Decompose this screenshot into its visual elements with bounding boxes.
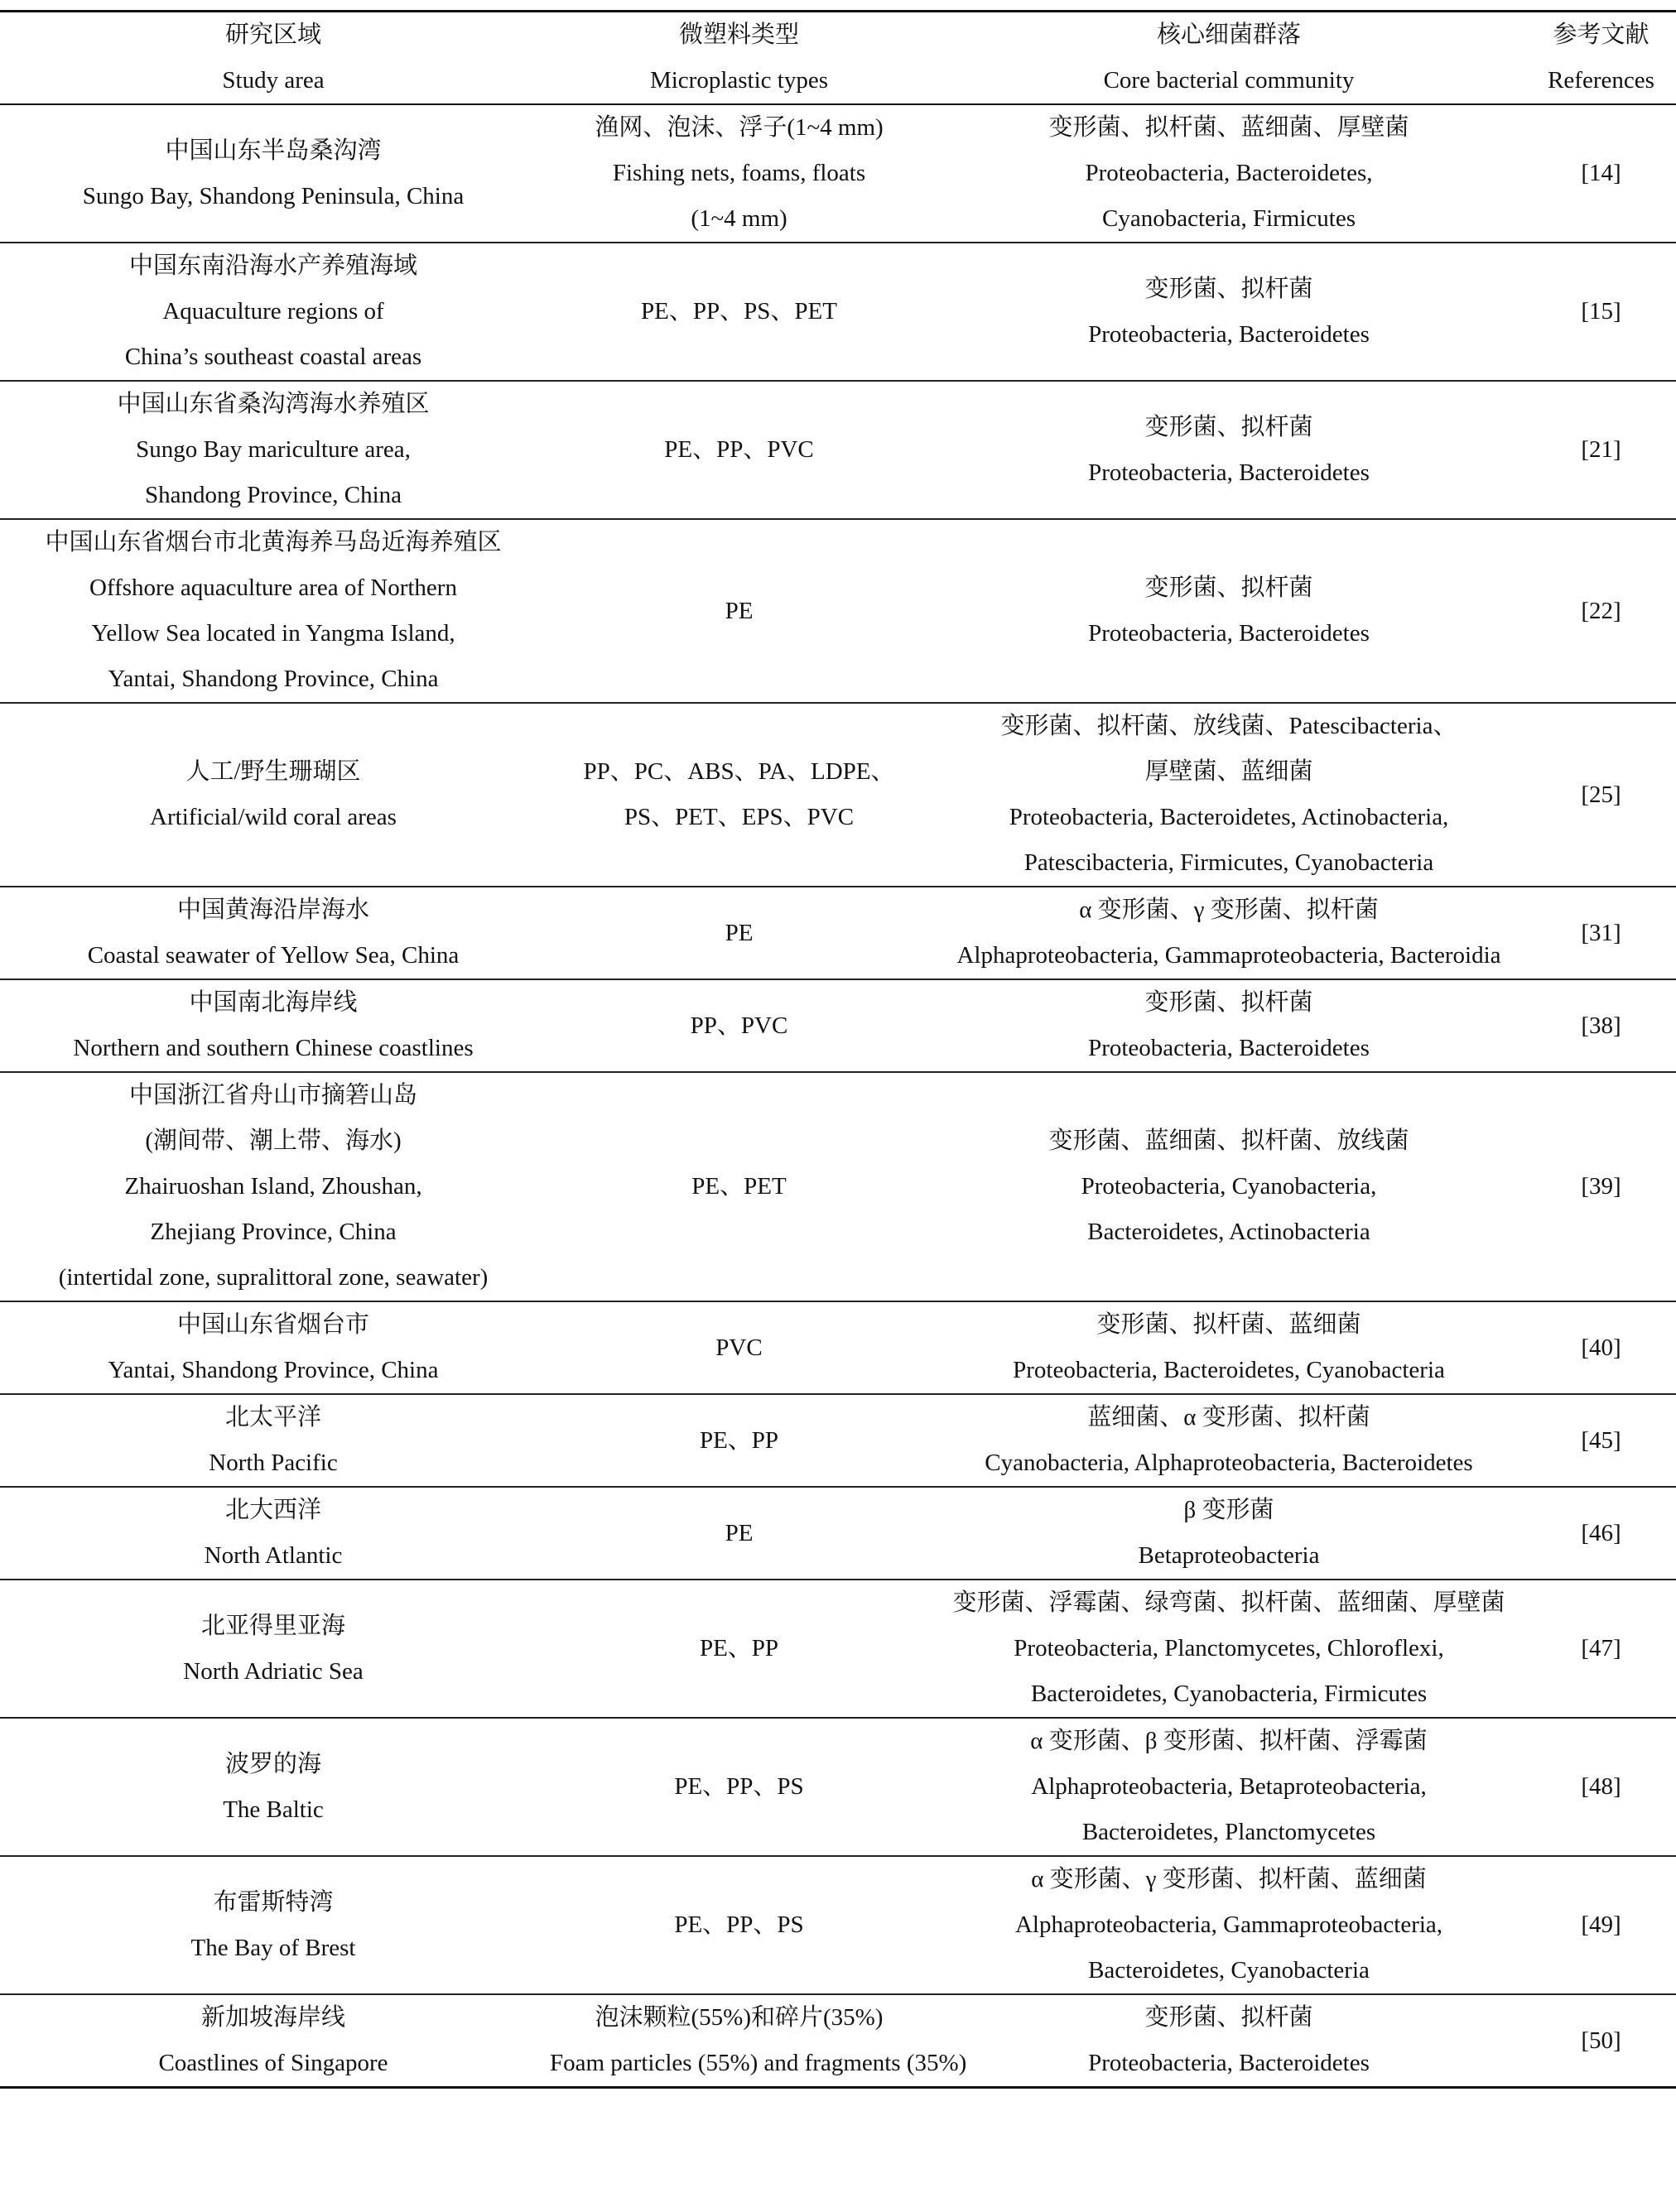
- core-community-cell: [932, 519, 1526, 703]
- microplastic-types-cell-line: PE: [725, 919, 754, 946]
- core-community-cell-line: Bacteroidetes, Cyanobacteria: [1088, 1957, 1370, 1984]
- study-area-cell-line: 波罗的海: [224, 1750, 321, 1777]
- study-area-cell-line: 北亚得里亚海: [200, 1612, 345, 1639]
- microplastic-types-cell: [547, 1394, 932, 1487]
- reference-cell: [14]: [1581, 160, 1621, 186]
- study-area-cell-line: Zhairuoshan Island, Zhoushan,: [124, 1173, 422, 1200]
- core-community-cell-line: 变形菌、拟杆菌、蓝细菌、厚壁菌: [1048, 114, 1409, 141]
- study-area-cell-line: 中国东南沿海水产养殖海域: [128, 252, 417, 279]
- core-community-cell-line: β 变形菌: [1183, 1497, 1274, 1523]
- reference-cell: [15]: [1581, 298, 1621, 325]
- table-row: [0, 1487, 1676, 1580]
- microplastic-types-cell: [547, 1487, 932, 1580]
- study-area-cell-line: Offshore aquaculture area of Northern: [89, 575, 457, 601]
- microplastic-types-cell-line: (1~4 mm): [691, 205, 787, 232]
- study-area-cell-line: 中国山东省烟台市北黄海养马岛近海养殖区: [45, 529, 502, 555]
- core-community-cell-line: Proteobacteria, Bacteroidetes: [1088, 1035, 1370, 1061]
- microplastic-types-cell-line: PS、PET、EPS、PVC: [624, 804, 855, 830]
- header-ref-en: References: [1548, 67, 1654, 94]
- microplastic-types-cell-line: PE: [725, 1519, 754, 1546]
- core-community-cell-line: Proteobacteria, Cyanobacteria,: [1081, 1173, 1377, 1200]
- study-area-cell-line: 北大西洋: [224, 1497, 321, 1523]
- core-community-cell-line: 变形菌、浮霉菌、绿弯菌、拟杆菌、蓝细菌、厚壁菌: [952, 1589, 1505, 1616]
- header-mp-types: [547, 12, 932, 105]
- study-area-cell: [0, 1301, 547, 1394]
- study-area-cell-line: Zhejiang Province, China: [150, 1219, 397, 1245]
- study-area-cell: [0, 1994, 547, 2088]
- microplastic-types-cell: [547, 979, 932, 1072]
- microplastic-types-cell-line: Fishing nets, foams, floats: [612, 160, 866, 186]
- core-community-cell-line: Proteobacteria, Bacteroidetes,: [1085, 160, 1373, 186]
- table-row: [0, 887, 1676, 979]
- reference-cell: [38]: [1581, 1012, 1621, 1039]
- table-header: [0, 12, 1676, 105]
- table-row: [0, 703, 1676, 887]
- study-area-cell-line: Coastal seawater of Yellow Sea, China: [87, 942, 460, 969]
- core-community-cell: [932, 1856, 1526, 1994]
- core-community-cell-line: 变形菌、拟杆菌、放线菌、Patescibacteria、: [1000, 713, 1457, 739]
- study-area-cell: [0, 1856, 547, 1994]
- reference-cell: [31]: [1581, 919, 1621, 946]
- microplastic-types-cell-line: Foam particles (55%) and fragments (35%): [550, 2050, 967, 2076]
- microplastic-types-cell-line: PP、PVC: [690, 1012, 788, 1039]
- core-community-cell: [932, 381, 1526, 519]
- study-area-cell: [0, 979, 547, 1072]
- microplastic-types-cell: [547, 1301, 932, 1394]
- study-area-cell-line: 中国山东省桑沟湾海水养殖区: [117, 391, 430, 417]
- microplastic-types-cell-line: 渔网、泡沫、浮子(1~4 mm): [595, 114, 884, 141]
- core-community-cell-line: Betaproteobacteria: [1138, 1542, 1320, 1569]
- microplastic-types-cell-line: 泡沫颗粒(55%)和碎片(35%): [595, 2004, 884, 2031]
- microplastic-types-cell: [547, 104, 932, 243]
- study-area-cell-line: 中国山东半岛桑沟湾: [165, 137, 382, 164]
- study-area-cell-line: Northern and southern Chinese coastlines: [73, 1035, 474, 1061]
- reference-cell: [25]: [1581, 781, 1621, 808]
- study-area-cell-line: China’s southeast coastal areas: [124, 344, 422, 370]
- core-community-cell-line: Proteobacteria, Bacteroidetes, Actinobacteria,: [1009, 804, 1449, 830]
- core-community-cell-line: 变形菌、拟杆菌: [1144, 275, 1313, 302]
- study-area-cell-line: 人工/野生珊瑚区: [185, 758, 361, 785]
- table-row: [0, 381, 1676, 519]
- header-study-area: [0, 12, 547, 105]
- core-community-cell-line: 变形菌、拟杆菌: [1144, 2004, 1313, 2031]
- header-core-community: [932, 12, 1526, 105]
- core-community-cell: [932, 979, 1526, 1072]
- microplastic-types-cell: [547, 1994, 967, 2088]
- core-community-cell: [932, 1718, 1526, 1856]
- study-area-cell-line: North Adriatic Sea: [183, 1657, 364, 1685]
- core-community-cell: [932, 703, 1526, 887]
- core-community-cell-line: 变形菌、拟杆菌: [1144, 989, 1313, 1016]
- microplastic-types-cell: [547, 1718, 932, 1856]
- core-community-cell: [932, 1580, 1526, 1718]
- study-area-cell-line: Yantai, Shandong Province, China: [108, 1357, 439, 1383]
- study-area-cell-line: The Bay of Brest: [190, 1934, 356, 1961]
- study-area-cell-line: (潮间带、潮上带、海水): [145, 1128, 402, 1154]
- study-area-cell-line: (intertidal zone, supralittoral zone, seawater): [58, 1264, 489, 1291]
- study-area-cell-line: 布雷斯特湾: [213, 1888, 334, 1916]
- study-area-cell: [0, 381, 547, 519]
- microplastic-types-cell-line: PE、PP、PVC: [664, 436, 814, 463]
- microplastic-types-cell: [547, 887, 932, 979]
- header-row: [0, 12, 1676, 105]
- core-community-cell-line: 变形菌、蓝细菌、拟杆菌、放线菌: [1048, 1128, 1409, 1154]
- study-area-cell: [0, 1487, 547, 1580]
- header-ref-zh: 参考文献: [1553, 22, 1650, 48]
- study-area-cell-line: 中国山东省烟台市: [176, 1311, 369, 1338]
- core-community-cell: [932, 243, 1526, 381]
- header-study-area-en: Study area: [222, 67, 325, 94]
- study-area-cell-line: Sungo Bay, Shandong Peninsula, China: [82, 182, 465, 209]
- core-community-cell-line: Proteobacteria, Bacteroidetes, Cyanobacteria: [1013, 1357, 1445, 1383]
- table-row: [0, 104, 1676, 243]
- microplastic-types-cell-line: PE、PP、PS: [674, 1773, 804, 1800]
- core-community-cell-line: 变形菌、拟杆菌: [1144, 575, 1313, 601]
- core-community-cell-line: Proteobacteria, Bacteroidetes: [1088, 620, 1370, 647]
- core-community-cell-line: Proteobacteria, Bacteroidetes: [1088, 459, 1370, 486]
- microplastic-types-cell: [547, 1072, 932, 1301]
- microplastic-types-cell-line: PE、PP: [699, 1635, 779, 1661]
- study-area-cell: [0, 1072, 547, 1301]
- reference-cell: [49]: [1581, 1911, 1621, 1938]
- study-area-cell-line: Artificial/wild coral areas: [150, 804, 397, 830]
- core-community-cell: [932, 1487, 1526, 1580]
- core-community-cell-line: 变形菌、拟杆菌: [1144, 413, 1313, 440]
- core-community-cell: [932, 1301, 1526, 1394]
- microplastic-types-cell-line: PE: [725, 597, 754, 624]
- core-community-cell-line: 变形菌、拟杆菌、蓝细菌: [1096, 1311, 1361, 1338]
- core-community-cell: [932, 1994, 1526, 2088]
- core-community-cell: [932, 1394, 1526, 1487]
- reference-cell: [21]: [1581, 436, 1621, 463]
- microplastic-types-cell: [547, 519, 932, 703]
- table-row: [0, 1301, 1676, 1394]
- core-community-cell-line: Proteobacteria, Bacteroidetes: [1088, 320, 1370, 348]
- core-community-cell-line: Bacteroidetes, Planctomycetes: [1081, 1819, 1376, 1845]
- study-area-cell-line: Shandong Province, China: [144, 482, 402, 508]
- core-community-cell-line: α 变形菌、γ 变形菌、拟杆菌: [1079, 897, 1379, 923]
- reference-cell: [40]: [1581, 1334, 1621, 1361]
- study-area-cell-line: Sungo Bay mariculture area,: [136, 436, 411, 463]
- microplastic-types-cell-line: PE、PP、PS: [674, 1911, 804, 1938]
- table-body: [0, 104, 1676, 2088]
- core-community-cell-line: 厚壁菌、蓝细菌: [1144, 758, 1313, 785]
- study-area-cell: [0, 1394, 547, 1487]
- microplastic-types-cell-line: PVC: [715, 1334, 763, 1361]
- microplastic-types-cell-line: PP、PC、ABS、PA、LDPE、: [583, 758, 895, 785]
- reference-cell: [50]: [1581, 2027, 1621, 2054]
- study-area-cell-line: 北太平洋: [224, 1404, 321, 1431]
- study-area-cell-line: 中国黄海沿岸海水: [176, 897, 369, 923]
- table-row: [0, 1994, 1676, 2088]
- table-row: [0, 243, 1676, 381]
- study-area-cell-line: Coastlines of Singapore: [158, 2050, 388, 2076]
- study-area-cell-line: Yantai, Shandong Province, China: [108, 666, 439, 692]
- study-area-cell: [0, 104, 547, 243]
- study-area-cell: [0, 1718, 547, 1856]
- header-study-area-zh: 研究区域: [224, 22, 321, 48]
- microplastic-types-cell: [547, 703, 932, 887]
- core-community-cell-line: Alphaproteobacteria, Gammaproteobacteria, Bacteroidia: [956, 942, 1501, 969]
- microplastic-types-cell: [547, 243, 932, 381]
- microplastic-types-cell: [547, 381, 932, 519]
- study-area-cell-line: 中国南北海岸线: [189, 989, 358, 1016]
- core-community-cell-line: Cyanobacteria, Alphaproteobacteria, Bacteroidetes: [985, 1450, 1473, 1476]
- study-area-cell-line: North Pacific: [209, 1450, 338, 1476]
- table-row: [0, 1580, 1676, 1718]
- table-row: [0, 1718, 1676, 1856]
- core-community-cell-line: Proteobacteria, Bacteroidetes: [1088, 2050, 1370, 2076]
- table-row: [0, 1394, 1676, 1487]
- study-area-cell: [0, 1580, 547, 1718]
- table-row: [0, 1856, 1676, 1994]
- core-community-cell: [932, 887, 1526, 979]
- microplastic-types-cell: [547, 1856, 932, 1994]
- study-area-cell-line: 中国浙江省舟山市摘箬山岛: [128, 1082, 417, 1108]
- core-community-cell-line: Alphaproteobacteria, Betaproteobacteria,: [1031, 1773, 1427, 1800]
- table-row: [0, 979, 1676, 1072]
- header-mp-types-en: Microplastic types: [649, 67, 829, 94]
- core-community-cell-line: α 变形菌、γ 变形菌、拟杆菌、蓝细菌: [1031, 1866, 1427, 1892]
- core-community-cell-line: α 变形菌、β 变形菌、拟杆菌、浮霉菌: [1030, 1728, 1428, 1754]
- study-area-cell-line: The Baltic: [223, 1796, 324, 1823]
- study-area-cell-line: Aquaculture regions of: [162, 298, 384, 325]
- microplastic-bacteria-table: [0, 10, 1676, 2089]
- core-community-cell-line: Patescibacteria, Firmicutes, Cyanobacteria: [1023, 849, 1434, 876]
- study-area-cell-line: North Atlantic: [204, 1542, 343, 1569]
- core-community-cell-line: Bacteroidetes, Cyanobacteria, Firmicutes: [1030, 1681, 1428, 1707]
- table-row: [0, 1072, 1676, 1301]
- reference-cell: [47]: [1581, 1635, 1621, 1661]
- header-references: [1526, 12, 1676, 105]
- reference-cell: [22]: [1581, 597, 1621, 624]
- header-mp-types-zh: 微塑料类型: [678, 22, 799, 48]
- core-community-cell-line: Bacteroidetes, Actinobacteria: [1087, 1219, 1370, 1245]
- microplastic-types-cell-line: PE、PET: [691, 1173, 787, 1200]
- study-area-cell-line: 新加坡海岸线: [200, 2004, 345, 2031]
- core-community-cell-line: Proteobacteria, Planctomycetes, Chloroflexi,: [1014, 1635, 1444, 1661]
- microplastic-types-cell: [547, 1580, 932, 1718]
- reference-cell: [46]: [1581, 1519, 1621, 1546]
- core-community-cell-line: 蓝细菌、α 变形菌、拟杆菌: [1087, 1404, 1370, 1431]
- table-row: [0, 519, 1676, 703]
- microplastic-types-cell-line: PE、PP、PS、PET: [641, 298, 837, 325]
- header-core-en: Core bacterial community: [1103, 67, 1355, 94]
- header-core-zh: 核心细菌群落: [1156, 22, 1301, 48]
- reference-cell: [48]: [1581, 1773, 1621, 1800]
- study-area-cell-line: Yellow Sea located in Yangma Island,: [91, 620, 455, 647]
- core-community-cell-line: Alphaproteobacteria, Gammaproteobacteria,: [1014, 1911, 1443, 1938]
- microplastic-types-cell-line: PE、PP: [699, 1426, 779, 1454]
- reference-cell: [39]: [1581, 1173, 1621, 1200]
- core-community-cell-line: Cyanobacteria, Firmicutes: [1101, 205, 1356, 232]
- study-area-cell: [0, 243, 547, 381]
- core-community-cell: [932, 104, 1526, 243]
- study-area-cell: [0, 519, 547, 703]
- study-area-cell: [0, 887, 547, 979]
- study-area-cell: [0, 703, 547, 887]
- core-community-cell: [932, 1072, 1526, 1301]
- reference-cell: [45]: [1581, 1426, 1621, 1454]
